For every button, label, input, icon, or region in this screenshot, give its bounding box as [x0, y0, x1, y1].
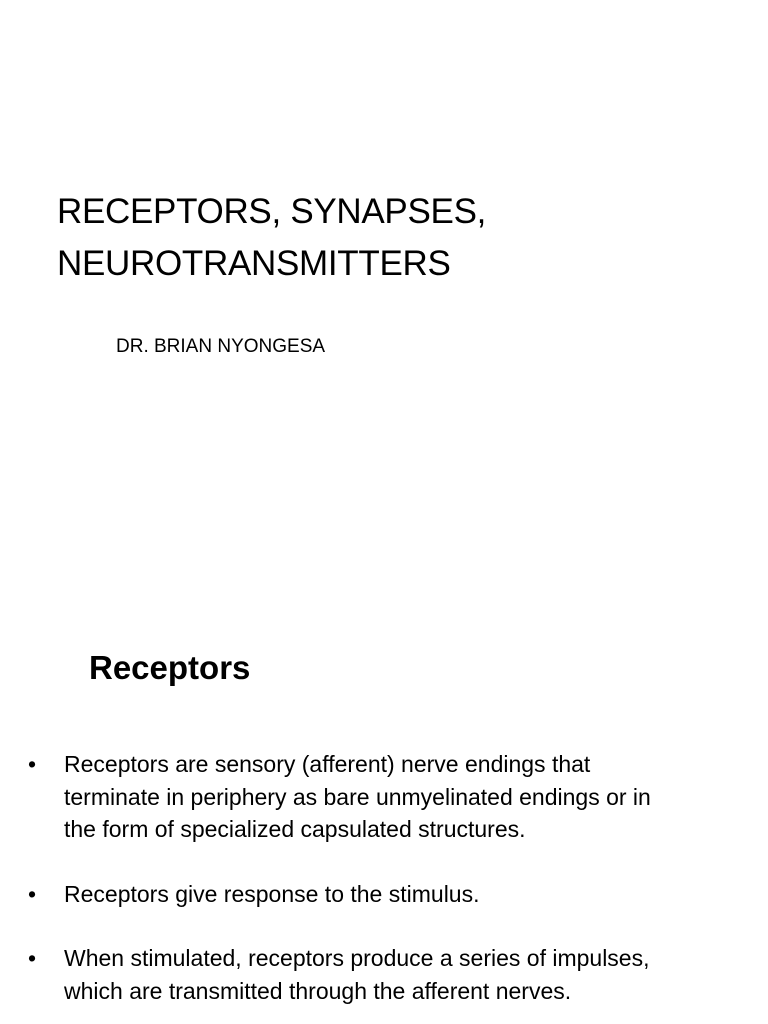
- bullet-icon: •: [28, 880, 37, 907]
- title-line: RECEPTORS, SYNAPSES,: [57, 192, 487, 231]
- bullet-item: [28, 942, 668, 1007]
- presentation-title: [57, 186, 486, 290]
- bullet-text: Receptors are sensory (afferent) nerve endings that terminate in periphery as bare unmyelinated endings or in the form of specialized capsulated structures.: [64, 751, 651, 842]
- bullet-item: [28, 878, 668, 911]
- slide-heading: Receptors: [89, 649, 251, 686]
- bullet-text: When stimulated, receptors produce a series of impulses, which are transmitted through the afferent nerves.: [64, 945, 650, 1004]
- bullet-icon: •: [28, 945, 37, 971]
- content-slide: [0, 600, 768, 1024]
- bullet-text: Receptors give response to the stimulus.: [64, 880, 480, 907]
- title-line: NEUROTRANSMITTERS: [57, 244, 451, 283]
- author-name: DR. BRIAN NYONGESA: [116, 336, 326, 357]
- bullet-list: [28, 748, 668, 1024]
- bullet-item: [28, 748, 668, 846]
- bullet-icon: •: [28, 751, 37, 777]
